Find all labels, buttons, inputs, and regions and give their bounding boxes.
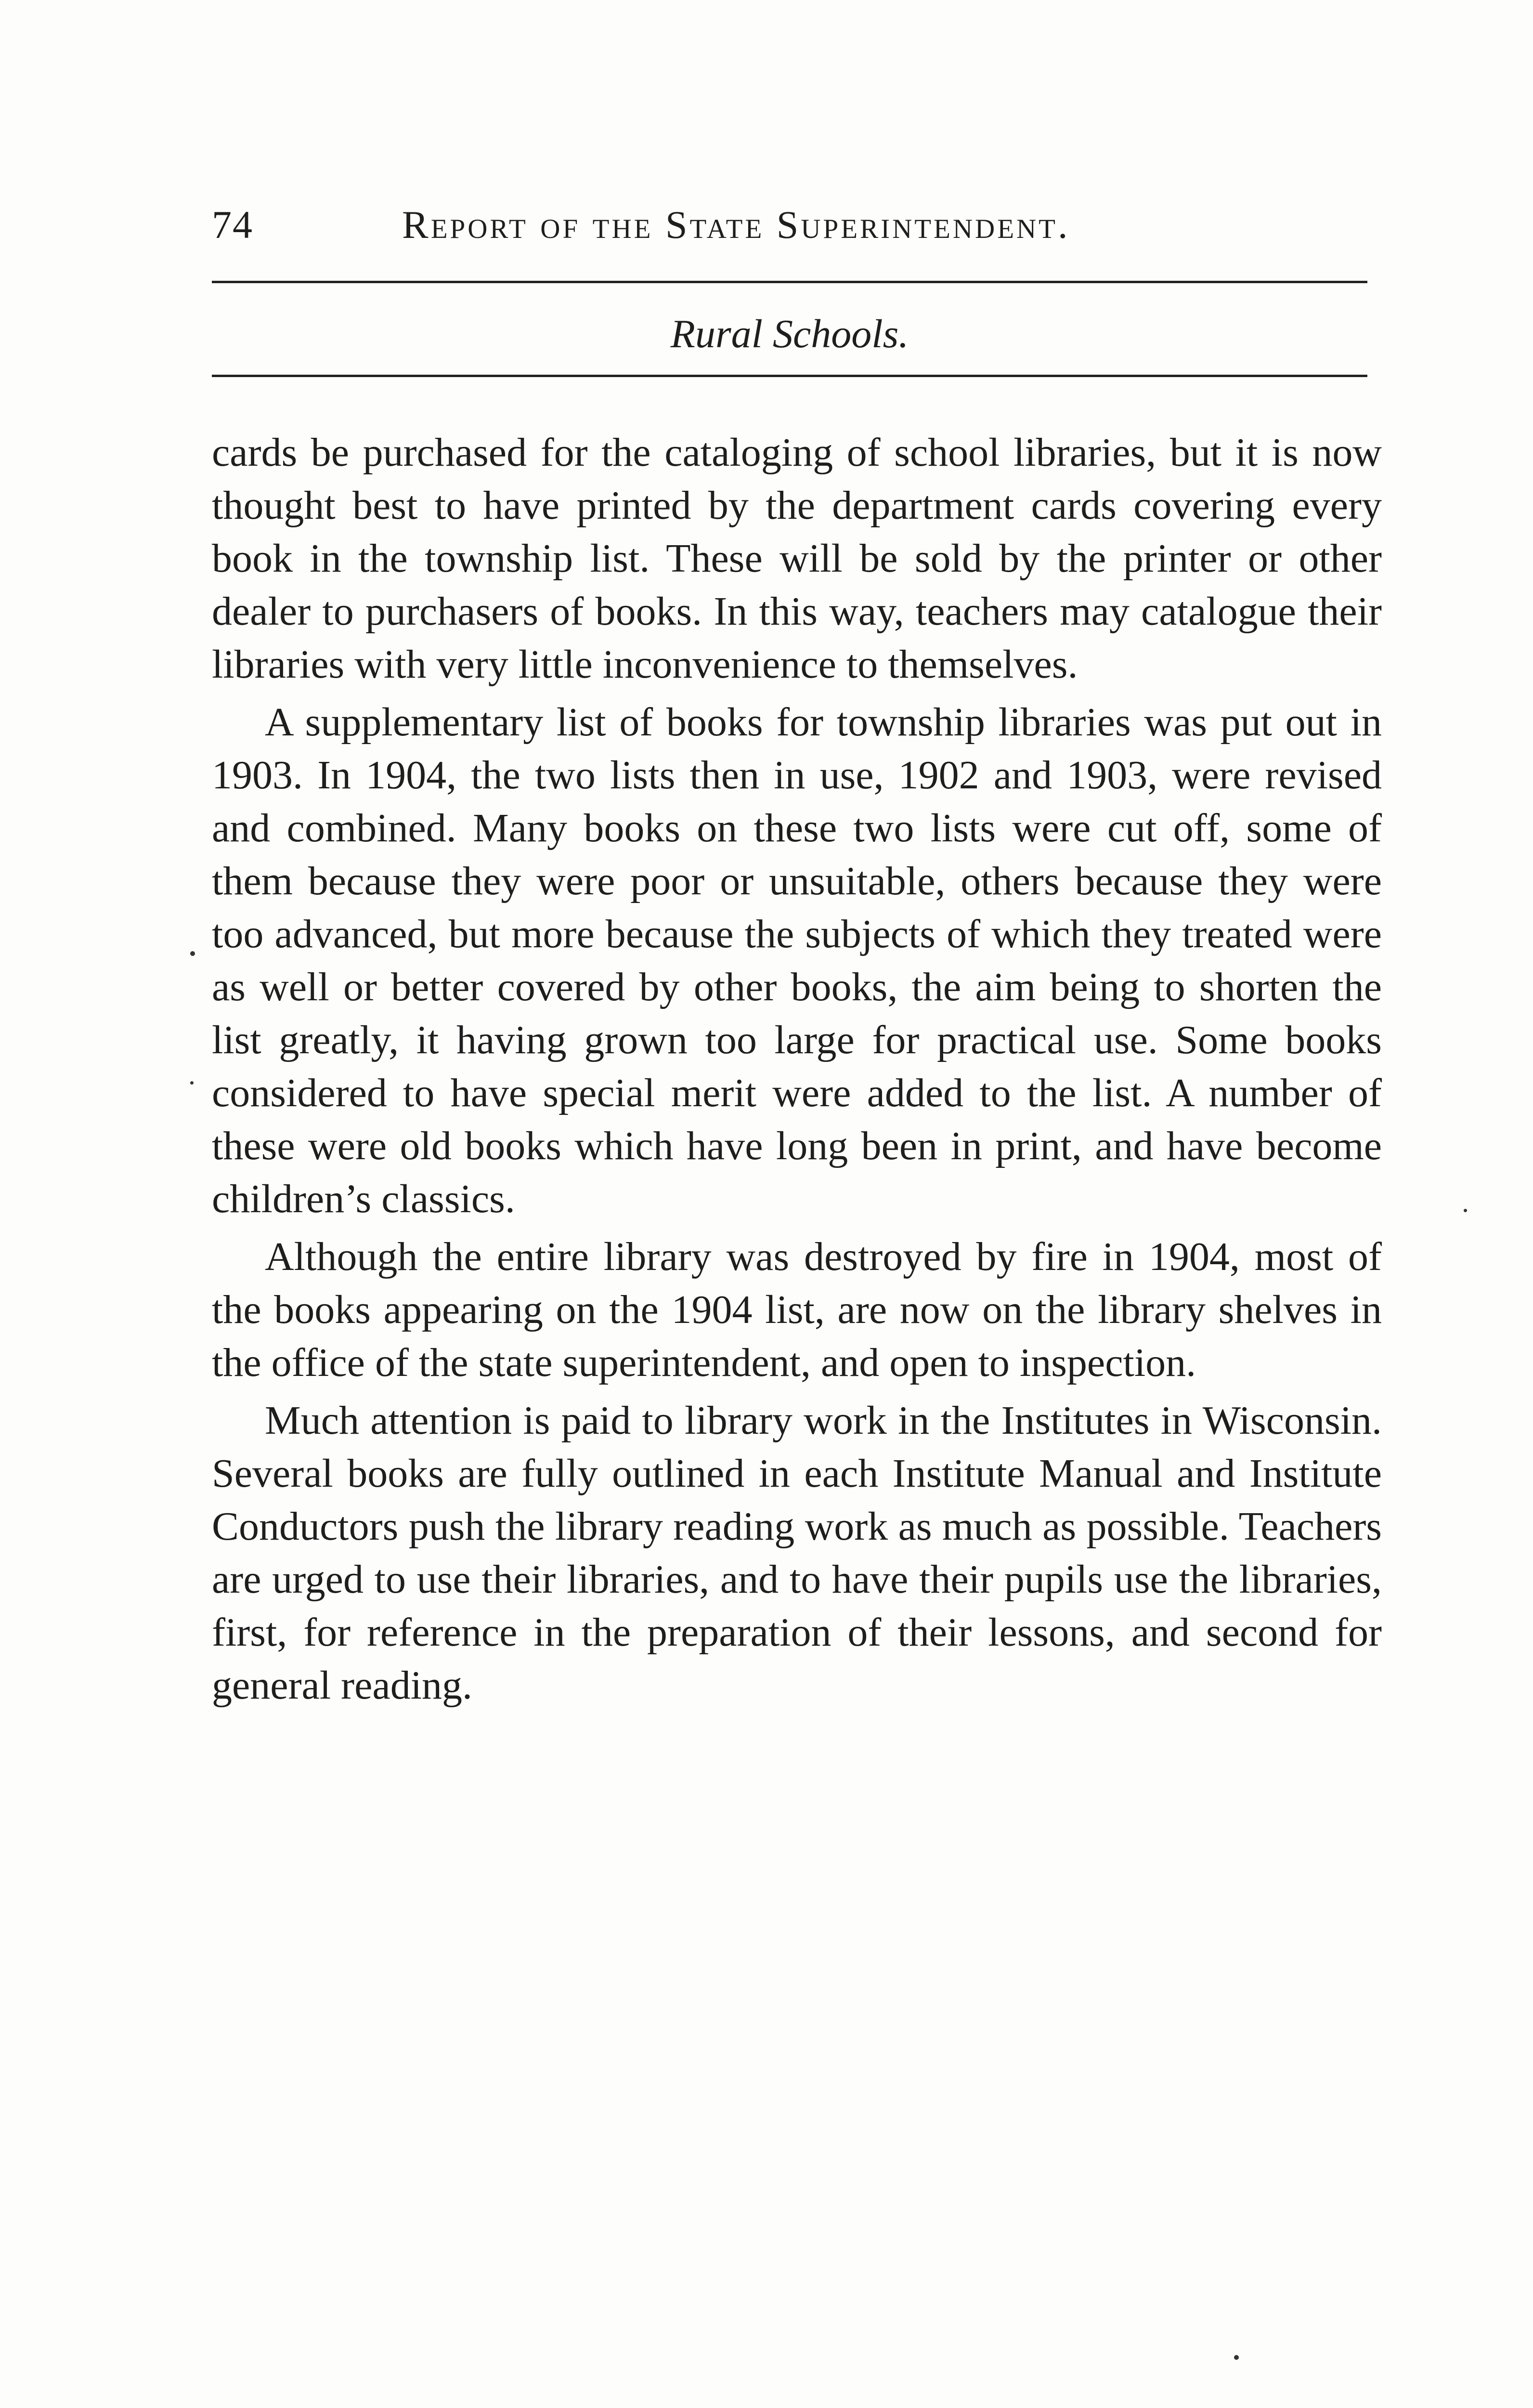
- paragraph-4: Much attention is paid to library work in the Institutes in Wisconsin. Several books are fully outlined in each Institute Manual and Institute Conductors push the library reading work as much as possible. Teachers are urged to use their libraries, and to have their pupils use the libraries, first, for reference in the preparation of their lessons, and second for general reading.: [212, 1398, 1382, 1708]
- paragraph-1: cards be purchased for the cataloging of school libraries, but it is now thought best to have printed by the department cards covering every book in the township list. These will be sold by the printer or other dealer to purchasers of books. In this way, teachers may catalogue their libraries with very little inconvenience to themselves.: [212, 430, 1382, 687]
- running-head: [212, 202, 1367, 260]
- paragraph-2: A supplementary list of books for township libraries was put out in 1903. In 1904, the two lists then in use, 1902 and 1903, were revised and combined. Many books on these two lists were cut off, some of them because they were poor or unsuitable, others because they were too advanced, but more because the subjects of which they treated were as well or better covered by other books, the aim being to shorten the list greatly, it having grown too large for practical use. Some books considered to have special merit were added to the list. A number of these were old books which have long been in print, and have become children’s classics.: [212, 700, 1382, 1221]
- margin-dot: [190, 951, 195, 956]
- paragraph-3: Although the entire library was destroyed by fire in 1904, most of the books appearing on the 1904 list, are now on the library shelves in the office of the state superintendent, and open to inspection.: [212, 1234, 1382, 1385]
- body-text: [212, 426, 1382, 1717]
- header-rule-bottom: [212, 375, 1367, 377]
- running-head-title: Report of the State Superintendent.: [402, 203, 1070, 247]
- section-title: Rural Schools.: [670, 312, 909, 356]
- margin-dot: [190, 1081, 194, 1085]
- page-dot: [1234, 2355, 1239, 2360]
- page-number: 74: [212, 203, 253, 247]
- margin-dot: [1464, 1209, 1467, 1212]
- header-rule-top: [212, 281, 1367, 283]
